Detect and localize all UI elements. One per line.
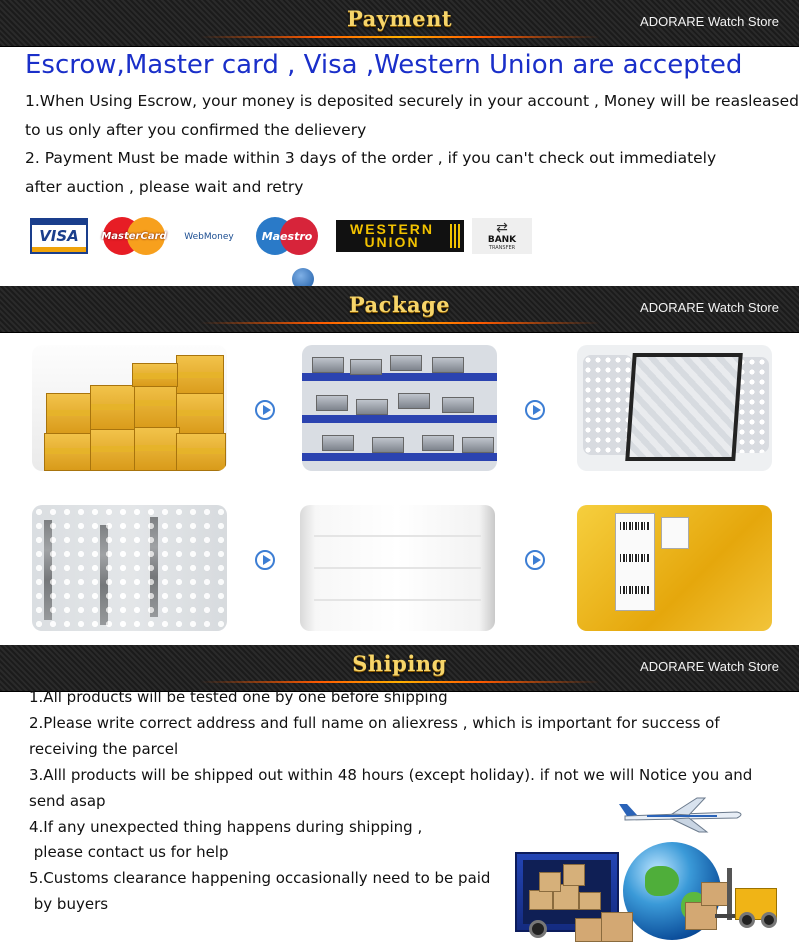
next-arrow-icon bbox=[525, 550, 545, 570]
mastercard-logo bbox=[103, 216, 165, 256]
next-arrow-icon bbox=[255, 400, 275, 420]
package-photo-bubble-wrap bbox=[577, 345, 772, 471]
maestro-logo-text: Maestro bbox=[261, 229, 313, 243]
banner-underline bbox=[200, 36, 600, 38]
banner-underline bbox=[200, 322, 600, 324]
webmoney-logo-text: WebMoney bbox=[184, 232, 234, 242]
package-photo-taped-parcel bbox=[577, 505, 772, 631]
payment-headline: Escrow,Master card , Visa ,Western Union are accepted bbox=[25, 50, 743, 80]
package-photo-stacked-boxes bbox=[32, 345, 227, 471]
shipping-line-9: by buyers bbox=[29, 895, 109, 913]
shipping-line-7: please contact us for help bbox=[29, 843, 229, 861]
bank-transfer-text-1: BANK bbox=[487, 235, 517, 245]
package-photo-foam-sheet bbox=[300, 505, 495, 631]
bank-transfer-text-2: TRANSFER bbox=[488, 245, 516, 251]
banner-underline bbox=[200, 681, 600, 683]
shipping-illustration bbox=[505, 790, 795, 948]
payment-line-1: 1.When Using Escrow, your money is deposited securely in your account , Money will be reasleased bbox=[25, 92, 799, 110]
mastercard-logo-text: MasterCard bbox=[101, 230, 167, 242]
shipping-line-2: 2.Please write correct address and full name on aliexress , which is important for success of bbox=[29, 714, 720, 732]
western-union-text-2: UNION bbox=[364, 234, 420, 250]
payment-line-2: to us only after you confirmed the delievery bbox=[25, 121, 367, 139]
payment-banner bbox=[0, 0, 799, 47]
visa-logo-text: VISA bbox=[39, 227, 79, 245]
shipping-line-5: send asap bbox=[29, 792, 106, 810]
bank-transfer-logo bbox=[472, 218, 532, 254]
package-section-title: Package bbox=[348, 292, 451, 317]
payment-line-3: 2. Payment Must be made within 3 days of the order , if you can't check out immediately bbox=[25, 149, 717, 167]
western-union-logo bbox=[336, 220, 464, 252]
shipping-line-1: 1.All products will be tested one by one before shipping bbox=[29, 688, 448, 706]
store-name: ADORARE Watch Store bbox=[640, 659, 779, 674]
package-photo-shelves bbox=[302, 345, 497, 471]
airplane-icon bbox=[617, 794, 747, 834]
webmoney-logo bbox=[174, 216, 244, 256]
next-arrow-icon bbox=[525, 400, 545, 420]
shipping-line-3: receiving the parcel bbox=[29, 740, 179, 758]
shipping-line-6: 4.If any unexpected thing happens during shipping , bbox=[29, 818, 423, 836]
shipping-section-title: Shiping bbox=[352, 651, 447, 676]
store-name: ADORARE Watch Store bbox=[640, 300, 779, 315]
payment-line-4: after auction , please wait and retry bbox=[25, 178, 304, 196]
maestro-logo bbox=[256, 216, 318, 256]
shipping-line-4: 3.Alll products will be shipped out within 48 hours (except holiday). if not we will Notice you and bbox=[29, 766, 753, 784]
shipping-banner bbox=[0, 645, 799, 692]
package-banner bbox=[0, 286, 799, 333]
forklift-icon bbox=[715, 868, 781, 928]
western-union-text-1: WESTERN bbox=[350, 221, 434, 237]
store-name: ADORARE Watch Store bbox=[640, 14, 779, 29]
visa-logo bbox=[30, 218, 88, 254]
transfer-arrows-icon: ⇄ bbox=[496, 220, 508, 236]
package-photo-wrapped-strips bbox=[32, 505, 227, 631]
payment-section-title: Payment bbox=[346, 6, 453, 31]
shipping-line-8: 5.Customs clearance happening occasionally need to be paid bbox=[29, 869, 491, 887]
next-arrow-icon bbox=[255, 550, 275, 570]
